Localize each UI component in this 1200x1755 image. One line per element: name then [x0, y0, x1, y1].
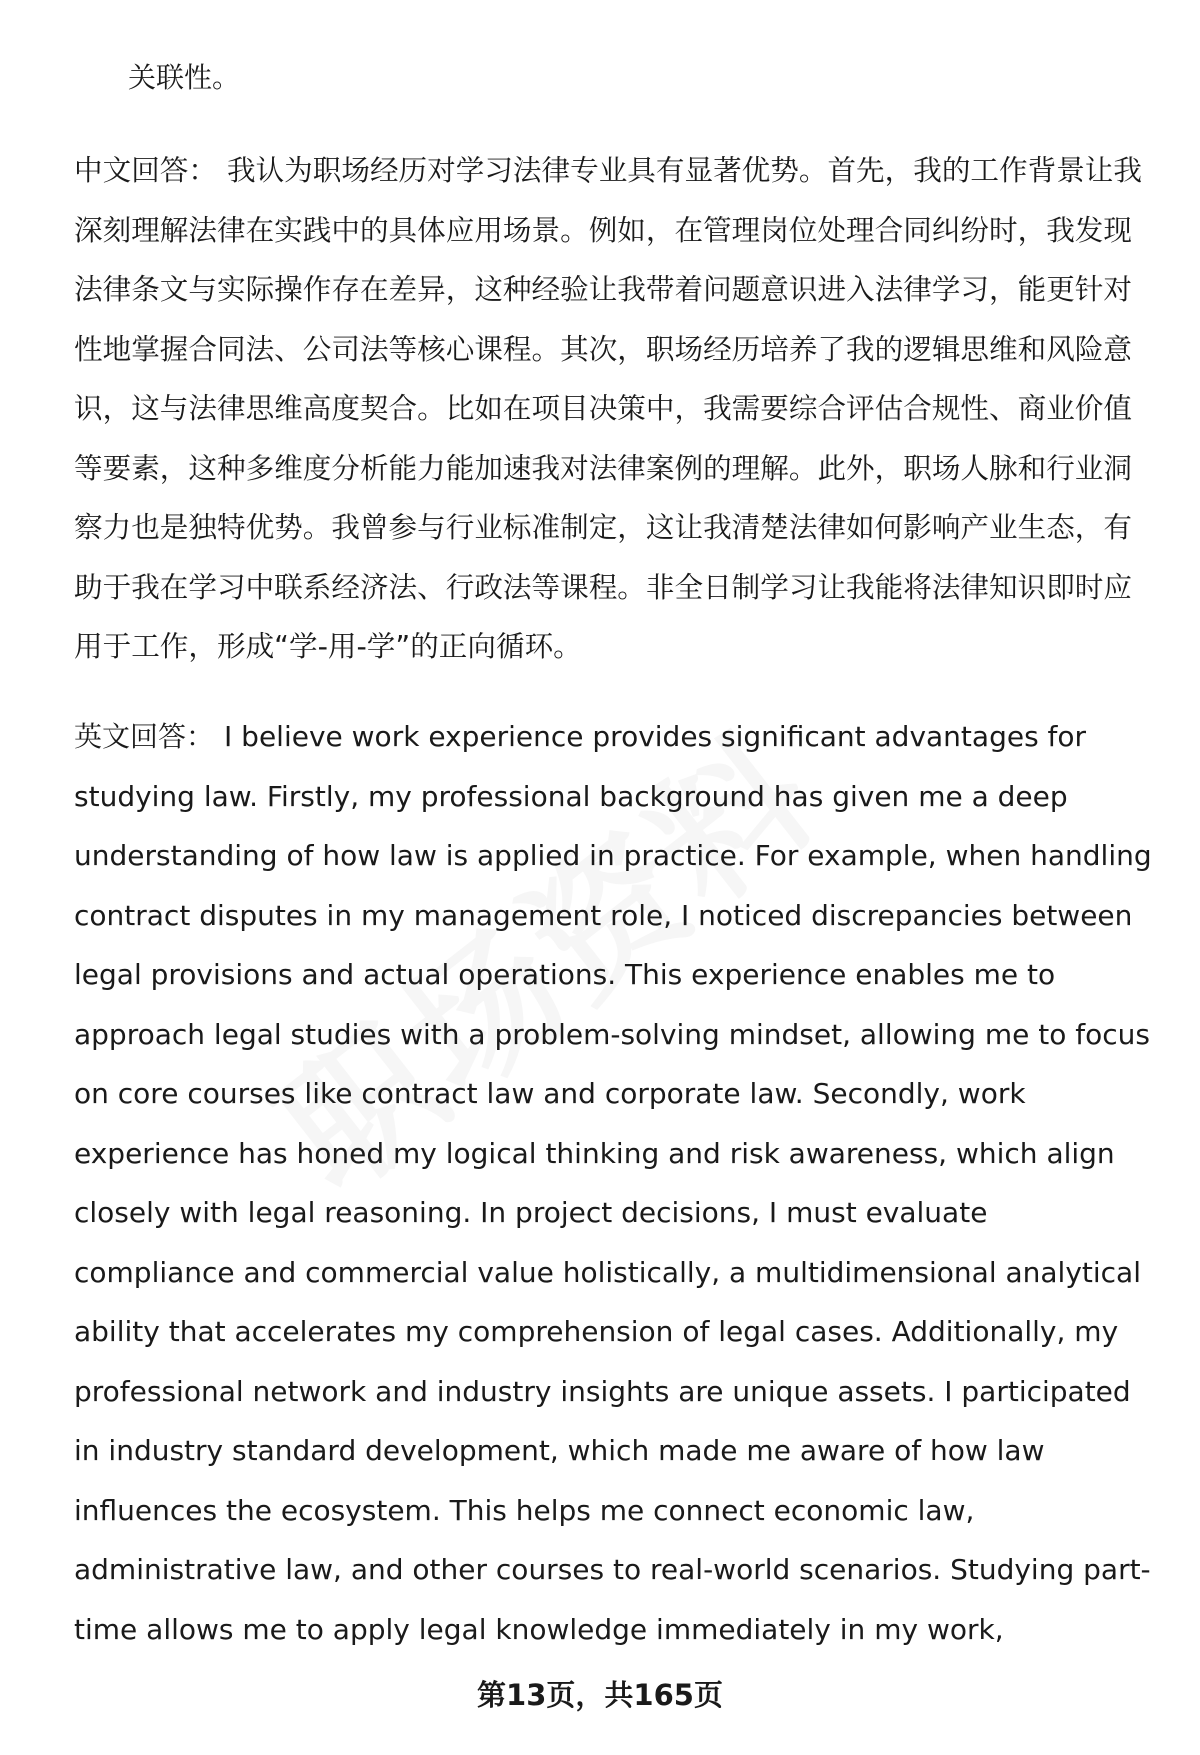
page-number: 第13页，共165页 — [477, 1678, 723, 1712]
english-answer-label: 英文回答： — [74, 720, 215, 753]
english-answer-text: I believe work experience provides significant advantages for studying law. Firstly, my professional background has given me a deep understanding of how law is applied in practice. For example, when handling contract disputes in my management role, I noticed discrepancies between legal provisions and actual operations. This experience enables me to approach legal studies with a problem-solving mindset, allowing me to focus on core courses like contract law and corporate law. Secondly, work experience has honed my logical thinking and risk awareness, which align closely with legal reasoning. In project decisions, I must evaluate compliance and commercial value holistically, a multidimensional analytical ability that accelerates my comprehension of legal cases. Additionally, my professional network and industry insights are unique assets. I participated in industry standard development, which made me aware of how law influences the ecosystem. This helps me connect economic law, administrative law, and other courses to real-world scenarios. Studying part-time allows me to apply legal knowledge immediately in my work, — [74, 720, 1152, 1646]
chinese-answer-label: 中文回答： — [74, 153, 217, 187]
english-answer-paragraph — [74, 707, 1154, 1659]
chinese-answer-text: 我认为职场经历对学习法律专业具有显著优势。首先，我的工作背景让我深刻理解法律在实践中的具体应用场景。例如，在管理岗位处理合同纠纷时，我发现法律条文与实际操作存在差异，这种经验让我带着问题意识进入法律学习，能更针对性地掌握合同法、公司法等核心课程。其次，职场经历培养了我的逻辑思维和风险意识，这与法律思维高度契合。比如在项目决策中，我需要综合评估合规性、商业价值等要素，这种多维度分析能力能加速我对法律案例的理解。此外，职场人脉和行业洞察力也是独特优势。我曾参与行业标准制定，这让我清楚法律如何影响产业生态，有助于我在学习中联系经济法、行政法等课程。非全日制学习让我能将法律知识即时应用于工作，形成“学-用-学”的正向循环。 — [74, 153, 1142, 663]
continuation-text: 关联性。 — [128, 61, 241, 94]
chinese-answer-paragraph — [74, 141, 1154, 677]
